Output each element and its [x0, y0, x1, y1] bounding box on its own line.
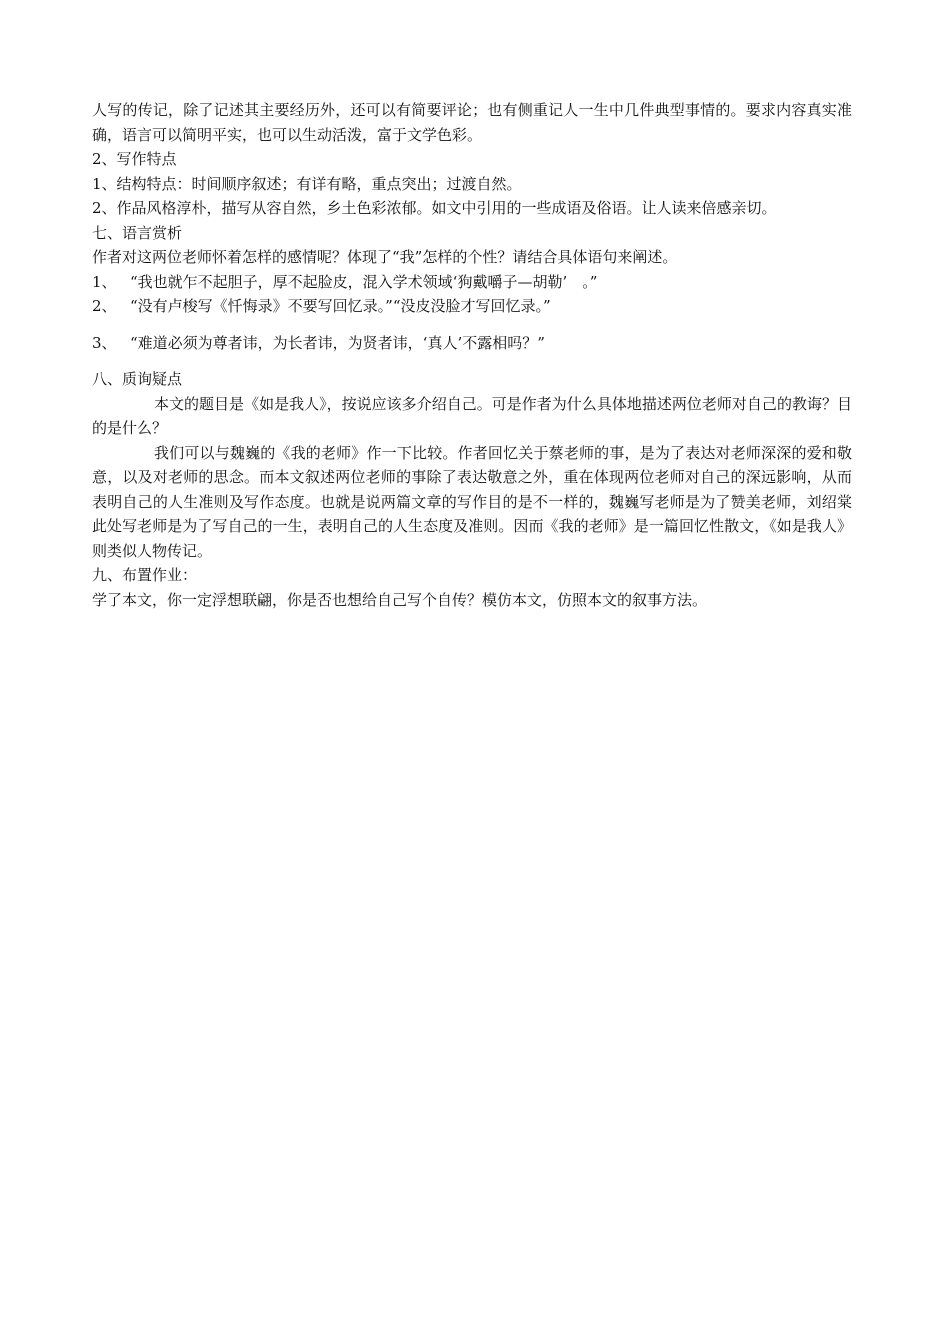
quote-text: “我也就乍不起胆子，厚不起脸皮，混入学术领域‘狗戴嚼子—胡勒’ 。”: [130, 272, 598, 291]
writing-feature-item-1: 1、结构特点：时间顺序叙述；有详有略，重点突出；过渡自然。: [92, 174, 522, 193]
quote-item-2: [92, 294, 852, 319]
quote-text: “难道必须为尊者讳，为长者讳，为贤者讳，‘真人’不露相吗？”: [130, 333, 545, 352]
writing-feature-item-2: 2、作品风格淳朴，描写从容自然，乡土色彩浓郁。如文中引用的一些成语及俗语。让人读来倍感亲切。: [92, 199, 777, 217]
quote-number: 2、: [92, 297, 117, 315]
language-question: 作者对这两位老师怀着怎样的感情呢？体现了“我”怎样的个性？请结合具体语句来阐述。: [92, 248, 678, 266]
quote-item-1: [92, 270, 852, 295]
quote-number: 3、: [92, 333, 117, 352]
questions-paragraph-1: 本文的题目是《如是我人》，按说应该多介绍自己。可是作者为什么具体地描述两位老师对自己的教诲？目的是什么？: [92, 394, 852, 437]
quote-text: “没有卢梭写《忏悔录》不要写回忆录。”“没皮没脸才写回忆录。”: [130, 297, 551, 315]
document-page: [92, 98, 852, 612]
questions-paragraph-2: 我们可以与魏巍的《我的老师》作一下比较。作者回忆关于蔡老师的事，是为了表达对老师深深的爱和敬意，以及对老师的思念。而本文叙述两位老师的事除了表达敬意之外，重在体现两位老师对自己的深远影响，从而表明自己的人生准则及写作态度。也就是说两篇文章的写作目的是不一样的，魏巍写老师是为了赞美老师，刘绍棠此处写老师是为了写自己的一生，表明自己的人生态度及准则。因而《我的老师》是一篇回忆性散文，《如是我人》则类似人物传记。: [92, 443, 852, 560]
writing-features-heading: 2、写作特点: [92, 150, 177, 168]
language-section-heading: 七、语言赏析: [92, 223, 183, 242]
questions-section-heading: 八、质询疑点: [92, 370, 183, 388]
homework-text: 学了本文，你一定浮想联翩，你是否也想给自己写个自传？模仿本文，仿照本文的叙事方法。: [92, 590, 708, 609]
quote-item-3: [92, 331, 852, 356]
quote-number: 1、: [92, 272, 117, 291]
homework-section-heading: 九、布置作业：: [92, 566, 198, 584]
intro-paragraph: 人写的传记，除了记述其主要经历外，还可以有简要评论；也有侧重记人一生中几件典型事情的。要求内容真实准确，语言可以简明平实，也可以生动活泼，富于文学色彩。: [92, 101, 852, 144]
